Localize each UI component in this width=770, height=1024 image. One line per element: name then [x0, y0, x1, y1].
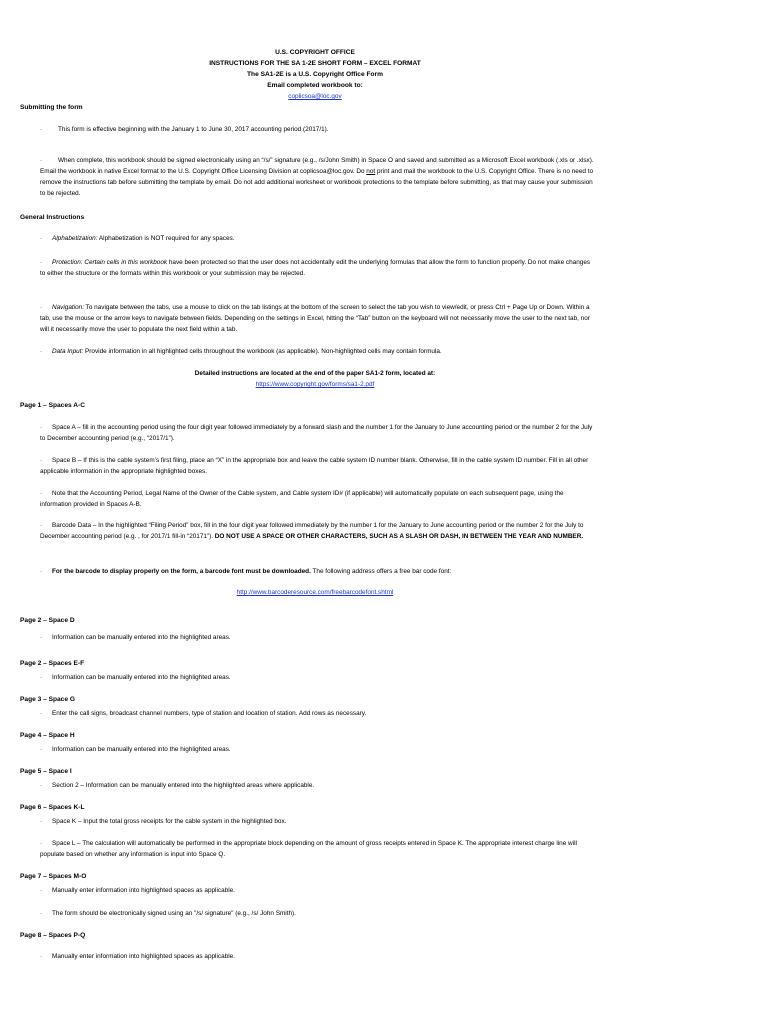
page2-d-text: · Information can be manually entered into the highlighted areas.: [40, 634, 231, 641]
general-navigation: · Navigation: To navigate between the tabs, use a mouse to click on the tab listings at the bottom of the screen to select the tab you wish to view/edit, or press Ctrl + Page Up or Down. Within a tab, use the mouse or the arrow keys to navigate between fields. Depending on the settings in Excel, hitting the “Tab” button on the keyboard will not necessarily move the user to the next tab, nor will it necessarily move the user to populate the next field within a tab.: [40, 304, 590, 333]
page8-text: · Manually enter information into highlighted spaces as applicable.: [40, 953, 235, 960]
page1-barcode-data: · Barcode Data – In the highlighted “Filing Period” box, fill in the four digit year followed immediately by the number 1 for the January to June accounting period or the number 2 for the July to December accounting period (e.g. , for 2017/1 fill-in “20171”). DO NOT USE A SPACE OR OTHER CHARACTERS, SUCH AS A SLASH OR DASH, IN BETWEEN THE YEAR AND NUMBER.: [40, 522, 584, 540]
section-title-page7: Page 7 – Spaces M-O: [20, 873, 87, 880]
submitting-paragraph-2: · When complete, this workbook should be signed electronically using an “/s/” signature (e.g., /s/John Smith) in Space O and saved and submitted as a Microsoft Excel workbook (.xls or .xlsx). Email the workbook in native Excel format to the U.S. Copyright Office Licensing Division at coplicsoa@loc.gov. Do not print and mail the workbook to the U.S. Copyright Office. There is no need to remove the instructions tab before submitting the template by email. Do not add additional worksheet or workbook protections to the template before submitting, as that may cause your submission to be rejected.: [40, 157, 594, 197]
page1-space-a: · Space A – fill in the accounting period using the four digit year followed immediately by a forward slash and the number 1 for the January to June accounting period or the number 2 for the July to December accounting period (e.g., “2017/1”).: [40, 424, 593, 442]
header-subtitle: The SA1-2E is a U.S. Copyright Office Form: [247, 71, 383, 78]
page1-barcode-font: · For the barcode to display properly on the form, a barcode font must be downloaded. The following address offers a free bar code font:: [40, 568, 452, 575]
page1-note: · Note that the Accounting Period, Legal Name of the Owner of the Cable system, and Cable system ID# (if applicable) will automatically populate on each subsequent page, using the information provided in Spaces A-B.: [40, 490, 564, 508]
section-title-page1: Page 1 – Spaces A-C: [20, 402, 85, 409]
page6-space-k: · Space K – Input the total gross receipts for the cable system in the highlighted box.: [40, 818, 287, 825]
page3-text: · Enter the call signs, broadcast channel numbers, type of station and location of station. Add rows as necessary.: [40, 710, 367, 717]
general-alphabetization: · Alphabetization: Alphabetization is NOT required for any spaces.: [40, 235, 235, 242]
section-title-general: General Instructions: [20, 214, 85, 221]
section-title-page4: Page 4 – Space H: [20, 732, 75, 739]
submitting-paragraph-1: · This form is effective beginning with the January 1 to June 30, 2017 accounting period (2017/1).: [40, 126, 329, 133]
header-title: INSTRUCTIONS FOR THE SA 1-2E SHORT FORM – EXCEL FORMAT: [209, 60, 421, 67]
page6-space-l: · Space L – The calculation will automatically be performed in the appropriate block depending on the amount of gross receipts entered in Space K. The appropriate interest charge line will populate based on whether any information is input into Space Q.: [40, 840, 577, 858]
header-office: U.S. COPYRIGHT OFFICE: [275, 49, 355, 56]
general-data-input: · Data Input: Provide information in all highlighted cells throughout the workbook (as applicable). Non-highlighted cells may contain formula.: [40, 348, 442, 355]
page2-ef-text: · Information can be manually entered into the highlighted areas.: [40, 674, 231, 681]
section-title-page2-ef: Page 2 – Spaces E-F: [20, 660, 85, 667]
detailed-instructions-text: Detailed instructions are located at the end of the paper SA1-2 form, located at:: [194, 370, 436, 377]
page7-text-b: · The form should be electronically signed using an "/s/ signature" (e.g., /s/ John Smith).: [40, 910, 296, 917]
header-email-link[interactable]: coplicsoa@loc.gov: [288, 93, 342, 100]
section-title-submitting: Submitting the form: [20, 104, 83, 111]
section-title-page8: Page 8 – Spaces P-Q: [20, 932, 86, 939]
page1-space-b: · Space B – If this is the cable system’s first filing, place an “X” in the appropriate box and leave the cable system ID number blank. Otherwise, fill in the cable system ID number. Fill in all other applicable information in the appropriate highlighted boxes.: [40, 457, 589, 475]
section-title-page3: Page 3 – Space G: [20, 696, 75, 703]
page5-text: · Section 2 – Information can be manually entered into the highlighted areas where applicable.: [40, 782, 315, 789]
section-title-page2-d: Page 2 – Space D: [20, 617, 75, 624]
barcode-font-link[interactable]: http://www.barcoderesource.com/freebarcodefont.shtml: [236, 589, 394, 596]
page7-text-a: · Manually enter information into highlighted spaces as applicable.: [40, 887, 235, 894]
section-title-page6: Page 6 – Spaces K-L: [20, 804, 85, 811]
page4-text: · Information can be manually entered into the highlighted areas.: [40, 746, 231, 753]
header-email-label: Email completed workbook to:: [267, 82, 363, 89]
section-title-page5: Page 5 – Space I: [20, 768, 72, 775]
general-protection: · Protection: Certain cells in this workbook have been protected so that the user does not accidentally edit the underlying formulas that allow the form to function properly. Do not make changes to either the structure or the formats within this workbook or your submission may be rejected.: [40, 259, 591, 277]
detailed-instructions-link[interactable]: https://www.copyright.gov/forms/sa1-2.pdf: [255, 381, 375, 388]
